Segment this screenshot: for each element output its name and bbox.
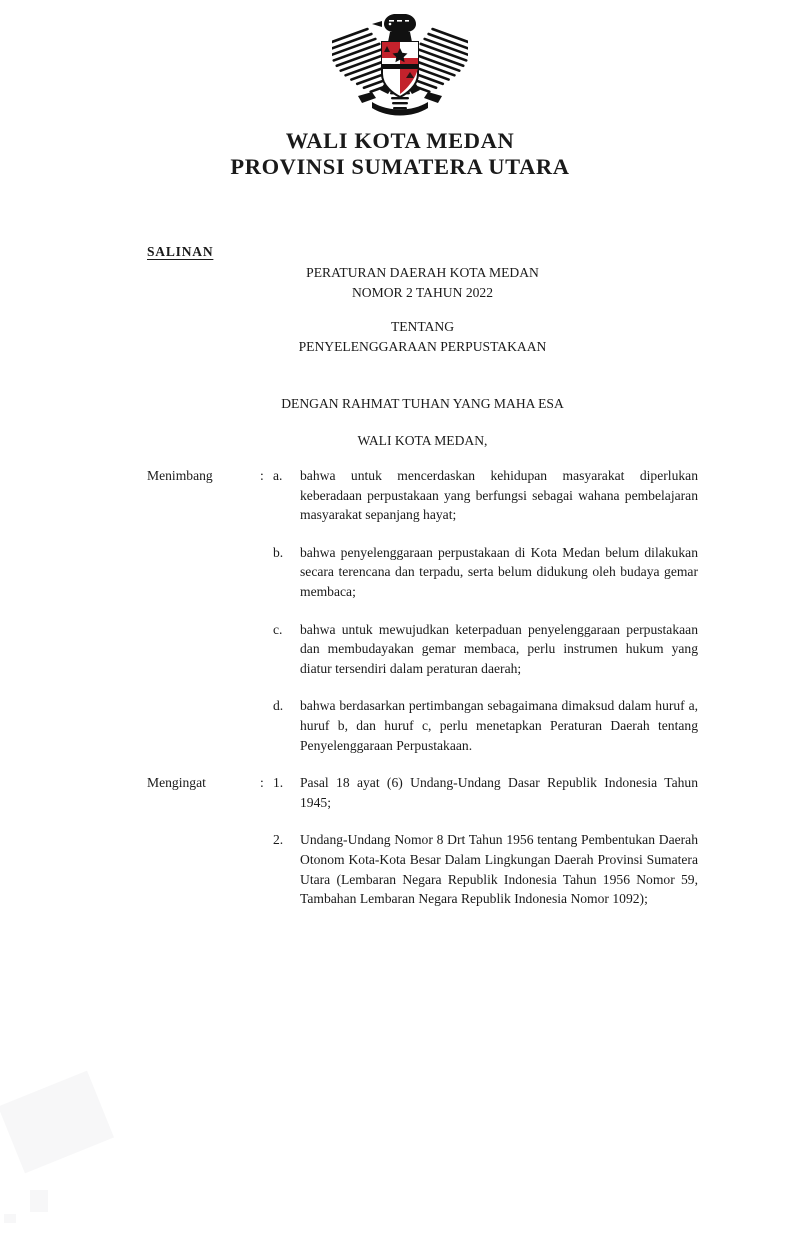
menimbang-marker-d: d. — [273, 698, 284, 714]
regulation-title-line-1: PERATURAN DAERAH KOTA MEDAN — [306, 265, 539, 280]
spacer — [147, 525, 698, 543]
mengingat-text-1: Pasal 18 ayat (6) Undang-Undang Dasar Republik Indonesia Tahun 1945; — [300, 775, 698, 810]
salinan-label: SALINAN — [147, 244, 214, 259]
walikota-line — [147, 431, 698, 451]
menimbang-item-b — [147, 543, 698, 602]
menimbang-text-c: bahwa untuk mewujudkan keterpaduan penyelenggaraan perpustakaan dan membudayakan gemar membaca, perlu instrumen hukum yang diatur tersendiri dalam peraturan daerah; — [300, 621, 698, 676]
menimbang-label: Menimbang — [147, 468, 213, 483]
menimbang-text-b: bahwa penyelenggaraan perpustakaan di Kota Medan belum dilakukan secara terencana dan terpadu, serta belum didukung oleh budaya gemar membaca; — [300, 544, 698, 599]
rahmat-line — [147, 394, 698, 414]
garuda-pancasila-emblem — [332, 8, 468, 120]
spacer — [147, 678, 698, 696]
mengingat-colon: : — [260, 775, 264, 791]
page-title-line-1: WALI KOTA MEDAN — [285, 128, 515, 153]
mengingat-item-1 — [147, 773, 698, 812]
menimbang-item-d — [147, 696, 698, 755]
tentang-block — [147, 317, 698, 356]
menimbang-marker-a: a. — [273, 468, 283, 483]
spacer — [147, 755, 698, 773]
tentang-label: TENTANG — [390, 319, 455, 334]
menimbang-marker-c: c. — [273, 621, 283, 637]
mengingat-text-2: Undang-Undang Nomor 8 Drt Tahun 1956 tentang Pembentukan Daerah Otonom Kota-Kota Besar Dalam Lingkungan Daerah Provinsi Sumatera Utara (Lembaran Negara Republik Indonesia Tahun 1956 Nomor 59, Tambahan Lembaran Negara Republik Indonesia Nomor 1092); — [300, 832, 698, 907]
menimbang-text-d: bahwa berdasarkan pertimbangan sebagaimana dimaksud dalam huruf a, huruf b, dan huruf c, perlu menetapkan Peraturan Daerah tentang Penyelenggaraan Perpustakaan. — [300, 698, 698, 753]
regulation-title-block — [147, 263, 698, 302]
scan-artifact — [30, 1190, 48, 1212]
walikota-text: WALI KOTA MEDAN, — [357, 433, 488, 448]
menimbang-colon: : — [260, 468, 264, 483]
clauses-container — [147, 466, 698, 909]
page-title-line-2: PROVINSI SUMATERA UTARA — [230, 154, 570, 179]
scan-artifact — [0, 1071, 114, 1174]
menimbang-text-a: bahwa untuk mencerdaskan kehidupan masyarakat diperlukan keberadaan perpustakaan yang berfungsi sebagai wahana pembelajaran masyarakat sepanjang hayat; — [300, 468, 698, 523]
mengingat-item-2 — [147, 830, 698, 908]
regulation-number-line: NOMOR 2 TAHUN 2022 — [351, 284, 494, 300]
page-title — [0, 128, 800, 180]
menimbang-item-a — [147, 466, 698, 525]
mengingat-marker-1: 1. — [273, 775, 284, 791]
tentang-subject: PENYELENGGARAAN PERPUSTAKAAN — [298, 338, 547, 354]
menimbang-marker-b: b. — [273, 544, 284, 560]
emblem-container — [0, 6, 800, 122]
mengingat-marker-2: 2. — [273, 832, 284, 848]
rahmat-text: DENGAN RAHMAT TUHAN YANG MAHA ESA — [281, 396, 564, 411]
scan-artifact — [4, 1214, 16, 1223]
menimbang-item-c — [147, 620, 698, 679]
spacer — [147, 602, 698, 620]
spacer — [147, 812, 698, 830]
mengingat-label: Mengingat — [147, 775, 206, 791]
